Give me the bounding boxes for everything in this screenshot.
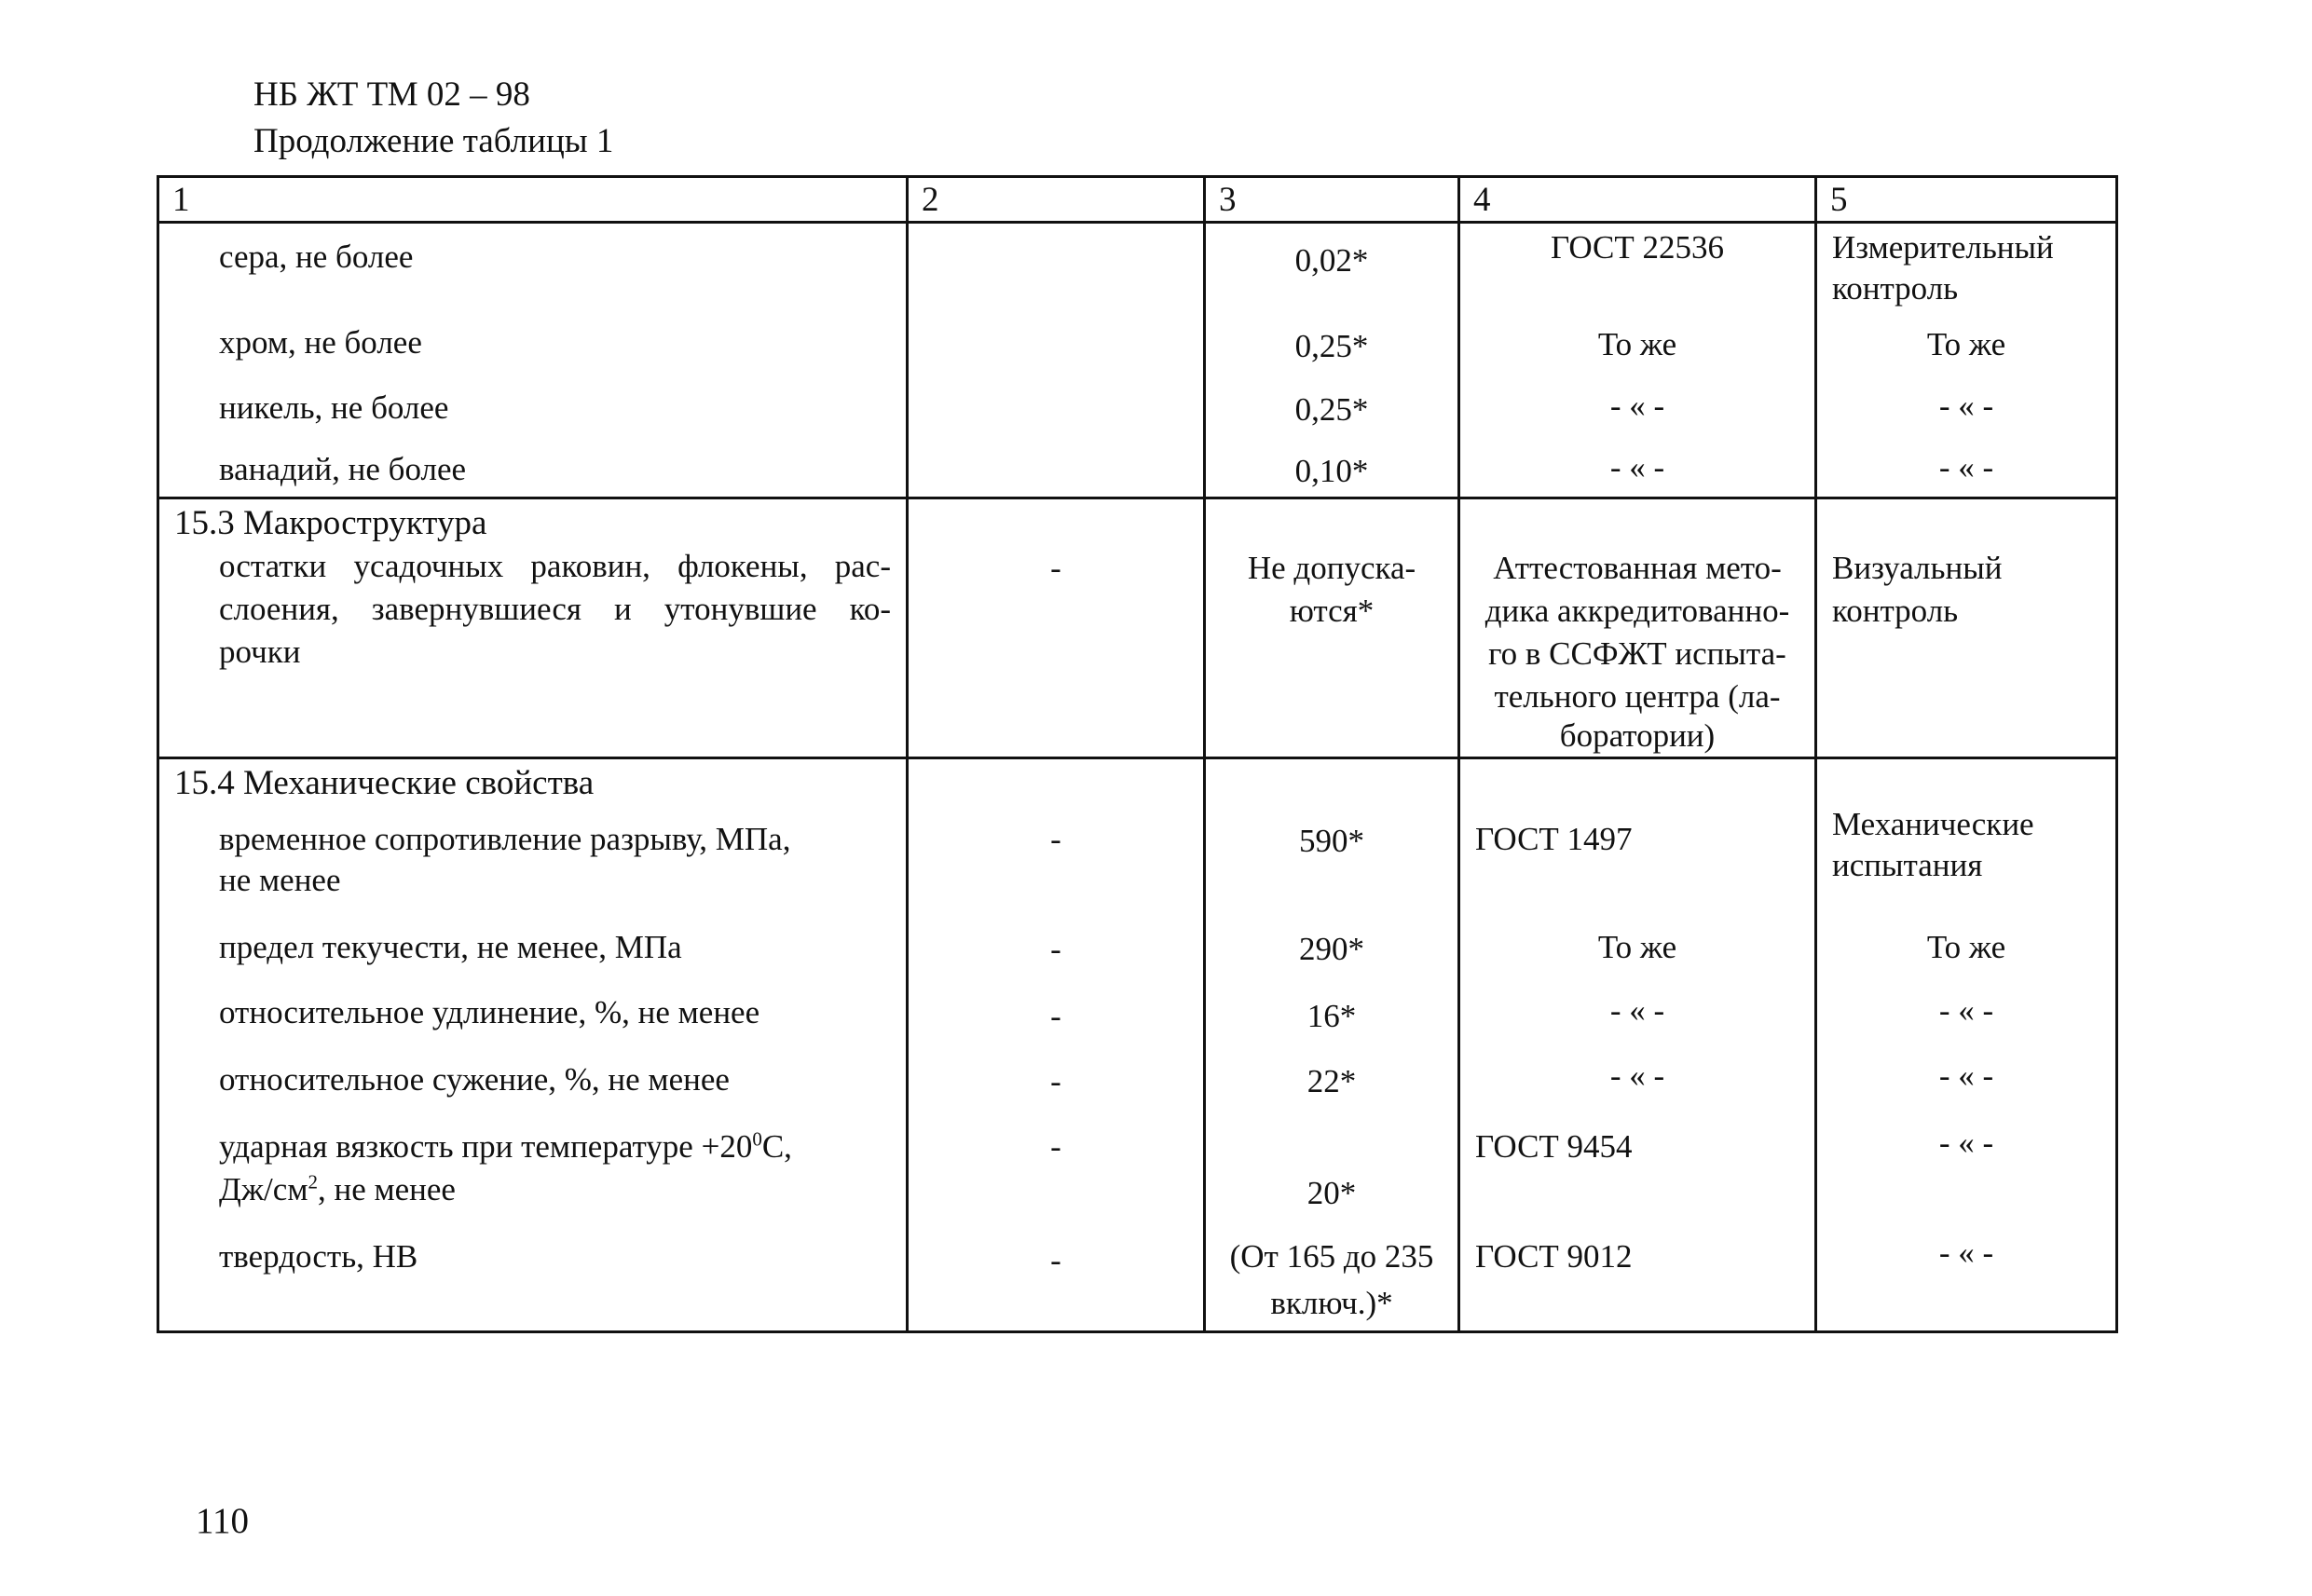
- control-type: - « -: [1938, 1057, 1994, 1094]
- param-name: временное сопротивление разрыву, МПа,: [219, 821, 791, 857]
- dash: -: [1050, 1128, 1061, 1165]
- column-number: 2: [908, 177, 1205, 223]
- param-value: 590*: [1299, 823, 1364, 859]
- dash: -: [1050, 550, 1061, 586]
- param-name: хром, не более: [219, 324, 422, 361]
- test-method: го в ССФЖТ испыта-: [1488, 635, 1786, 672]
- param-value: 0,10*: [1294, 453, 1369, 489]
- param-name: предел текучести, не менее, МПа: [219, 929, 682, 965]
- control-type: - « -: [1938, 992, 1994, 1029]
- document-code: НБ ЖТ ТМ 02 – 98: [253, 75, 530, 114]
- table-continuation-caption: Продолжение таблицы 1: [253, 122, 614, 160]
- table-block-mechanical: [158, 758, 2117, 1332]
- param-name: никель, не более: [219, 389, 449, 426]
- dash: -: [1050, 931, 1061, 967]
- param-name: не менее: [219, 862, 341, 898]
- page-number: 110: [196, 1501, 250, 1541]
- control-type: - « -: [1938, 449, 1994, 485]
- param-name: относительное удлинение, %, не менее: [219, 994, 760, 1030]
- dash: -: [1050, 1063, 1061, 1099]
- param-name: твердость, НВ: [219, 1238, 418, 1275]
- control-type: - « -: [1938, 388, 1994, 424]
- param-value: 0,25*: [1294, 391, 1369, 428]
- test-method: Аттестованная мето-: [1493, 550, 1782, 586]
- test-method: - « -: [1609, 992, 1665, 1029]
- param-value: 20*: [1306, 1175, 1357, 1211]
- param-value: 290*: [1299, 931, 1364, 967]
- control-type: То же: [1926, 929, 2006, 965]
- param-name: сера, не более: [219, 239, 414, 275]
- control-type: То же: [1926, 326, 2006, 362]
- param-name-line: слоения, завернувшиеся и утонувшие ко-: [219, 591, 891, 627]
- param-name-line: рочки: [219, 634, 301, 670]
- param-value: 0,02*: [1294, 242, 1369, 279]
- param-name: $Дж/см^2$, не менее: [219, 1170, 456, 1207]
- control-type: - « -: [1938, 1125, 1994, 1161]
- section-title: 15.3 Макроструктура: [174, 504, 487, 542]
- dash: -: [1050, 821, 1061, 857]
- param-name-line: остатки усадочных раковин, флокены, рас-: [219, 548, 891, 584]
- test-method: - « -: [1609, 1057, 1665, 1094]
- specification-table: [157, 175, 2118, 1333]
- dash: -: [1050, 998, 1061, 1034]
- test-method: ГОСТ 9012: [1475, 1238, 1633, 1275]
- param-name: ванадий, не более: [219, 451, 467, 487]
- param-value: (От 165 до 235: [1229, 1238, 1434, 1275]
- param-value: Не допуска-: [1247, 550, 1416, 586]
- test-method: То же: [1597, 326, 1677, 362]
- param-name: относительное сужение, %, не менее: [219, 1061, 730, 1098]
- param-value: 16*: [1306, 998, 1357, 1034]
- table-block-chemistry: [158, 223, 2117, 498]
- control-type: Механические: [1832, 806, 2034, 842]
- test-method: тельного центра (ла-: [1494, 678, 1781, 715]
- test-method: боратории): [1559, 717, 1716, 754]
- control-type: контроль: [1832, 270, 1959, 307]
- column-number: 1: [158, 177, 908, 223]
- test-method: дика аккредитованно-: [1484, 593, 1790, 629]
- column-number: 5: [1816, 177, 2117, 223]
- section-title: 15.4 Механические свойства: [174, 764, 595, 802]
- control-type: - « -: [1938, 1235, 1994, 1271]
- column-number-row: [158, 177, 2117, 223]
- param-value: 22*: [1306, 1063, 1357, 1099]
- param-name: ударная вязкость при температуре $+20^0С$,: [219, 1127, 792, 1165]
- test-method: ГОСТ 9454: [1475, 1128, 1633, 1165]
- column-number: 4: [1459, 177, 1816, 223]
- param-value: 0,25*: [1294, 328, 1369, 364]
- control-type: испытания: [1832, 847, 1983, 883]
- test-method: ГОСТ 22536: [1550, 229, 1725, 266]
- test-method: То же: [1597, 929, 1677, 965]
- test-method: - « -: [1609, 449, 1665, 485]
- control-type: Измерительный: [1832, 229, 2054, 266]
- column-number: 3: [1205, 177, 1459, 223]
- test-method: ГОСТ 1497: [1475, 821, 1633, 857]
- test-method: - « -: [1609, 388, 1665, 424]
- control-type: Визуальный: [1832, 550, 2003, 586]
- param-value: включ.)*: [1270, 1285, 1393, 1321]
- control-type: контроль: [1832, 593, 1959, 629]
- param-value: ются*: [1289, 593, 1375, 629]
- dash: -: [1050, 1242, 1061, 1278]
- table-block-macrostructure: [158, 498, 2117, 758]
